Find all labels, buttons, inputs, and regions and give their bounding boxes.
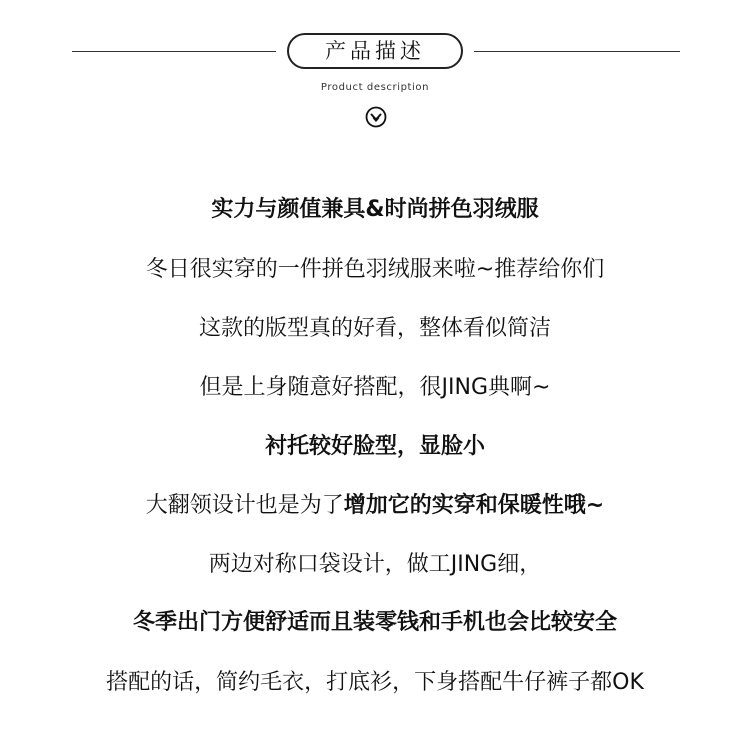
description-line-4: 但是上身随意好搭配，很JING典啊~ <box>199 375 551 400</box>
line-6-normal-text: 大翻领设计也是为了 <box>145 493 344 518</box>
chevron-down-circle-icon <box>365 106 387 128</box>
header-rule-left <box>72 51 276 52</box>
header-rule-right <box>474 51 680 52</box>
description-line-9: 搭配的话，简约毛衣，打底衫，下身搭配牛仔裤子都OK <box>106 670 644 695</box>
description-line-7: 两边对称口袋设计，做工JING细， <box>208 552 542 577</box>
description-line-8: 冬季出门方便舒适而且装零钱和手机也会比较安全 <box>132 610 617 635</box>
description-line-3: 这款的版型真的好看，整体看似简洁 <box>198 316 551 341</box>
section-subtitle: Product description <box>320 82 430 93</box>
description-line-6 <box>0 491 750 521</box>
line-6-bold-text: 增加它的实穿和保暖性哦~ <box>343 493 605 518</box>
headline: 实力与颜值兼具&时尚拼色羽绒服 <box>211 197 539 222</box>
description-line-2: 冬日很实穿的一件拼色羽绒服来啦~推荐给你们 <box>145 257 605 282</box>
section-title: 产品描述 <box>287 33 463 69</box>
section-header <box>0 0 750 140</box>
description-line-5: 衬托较好脸型，显脸小 <box>264 434 485 459</box>
